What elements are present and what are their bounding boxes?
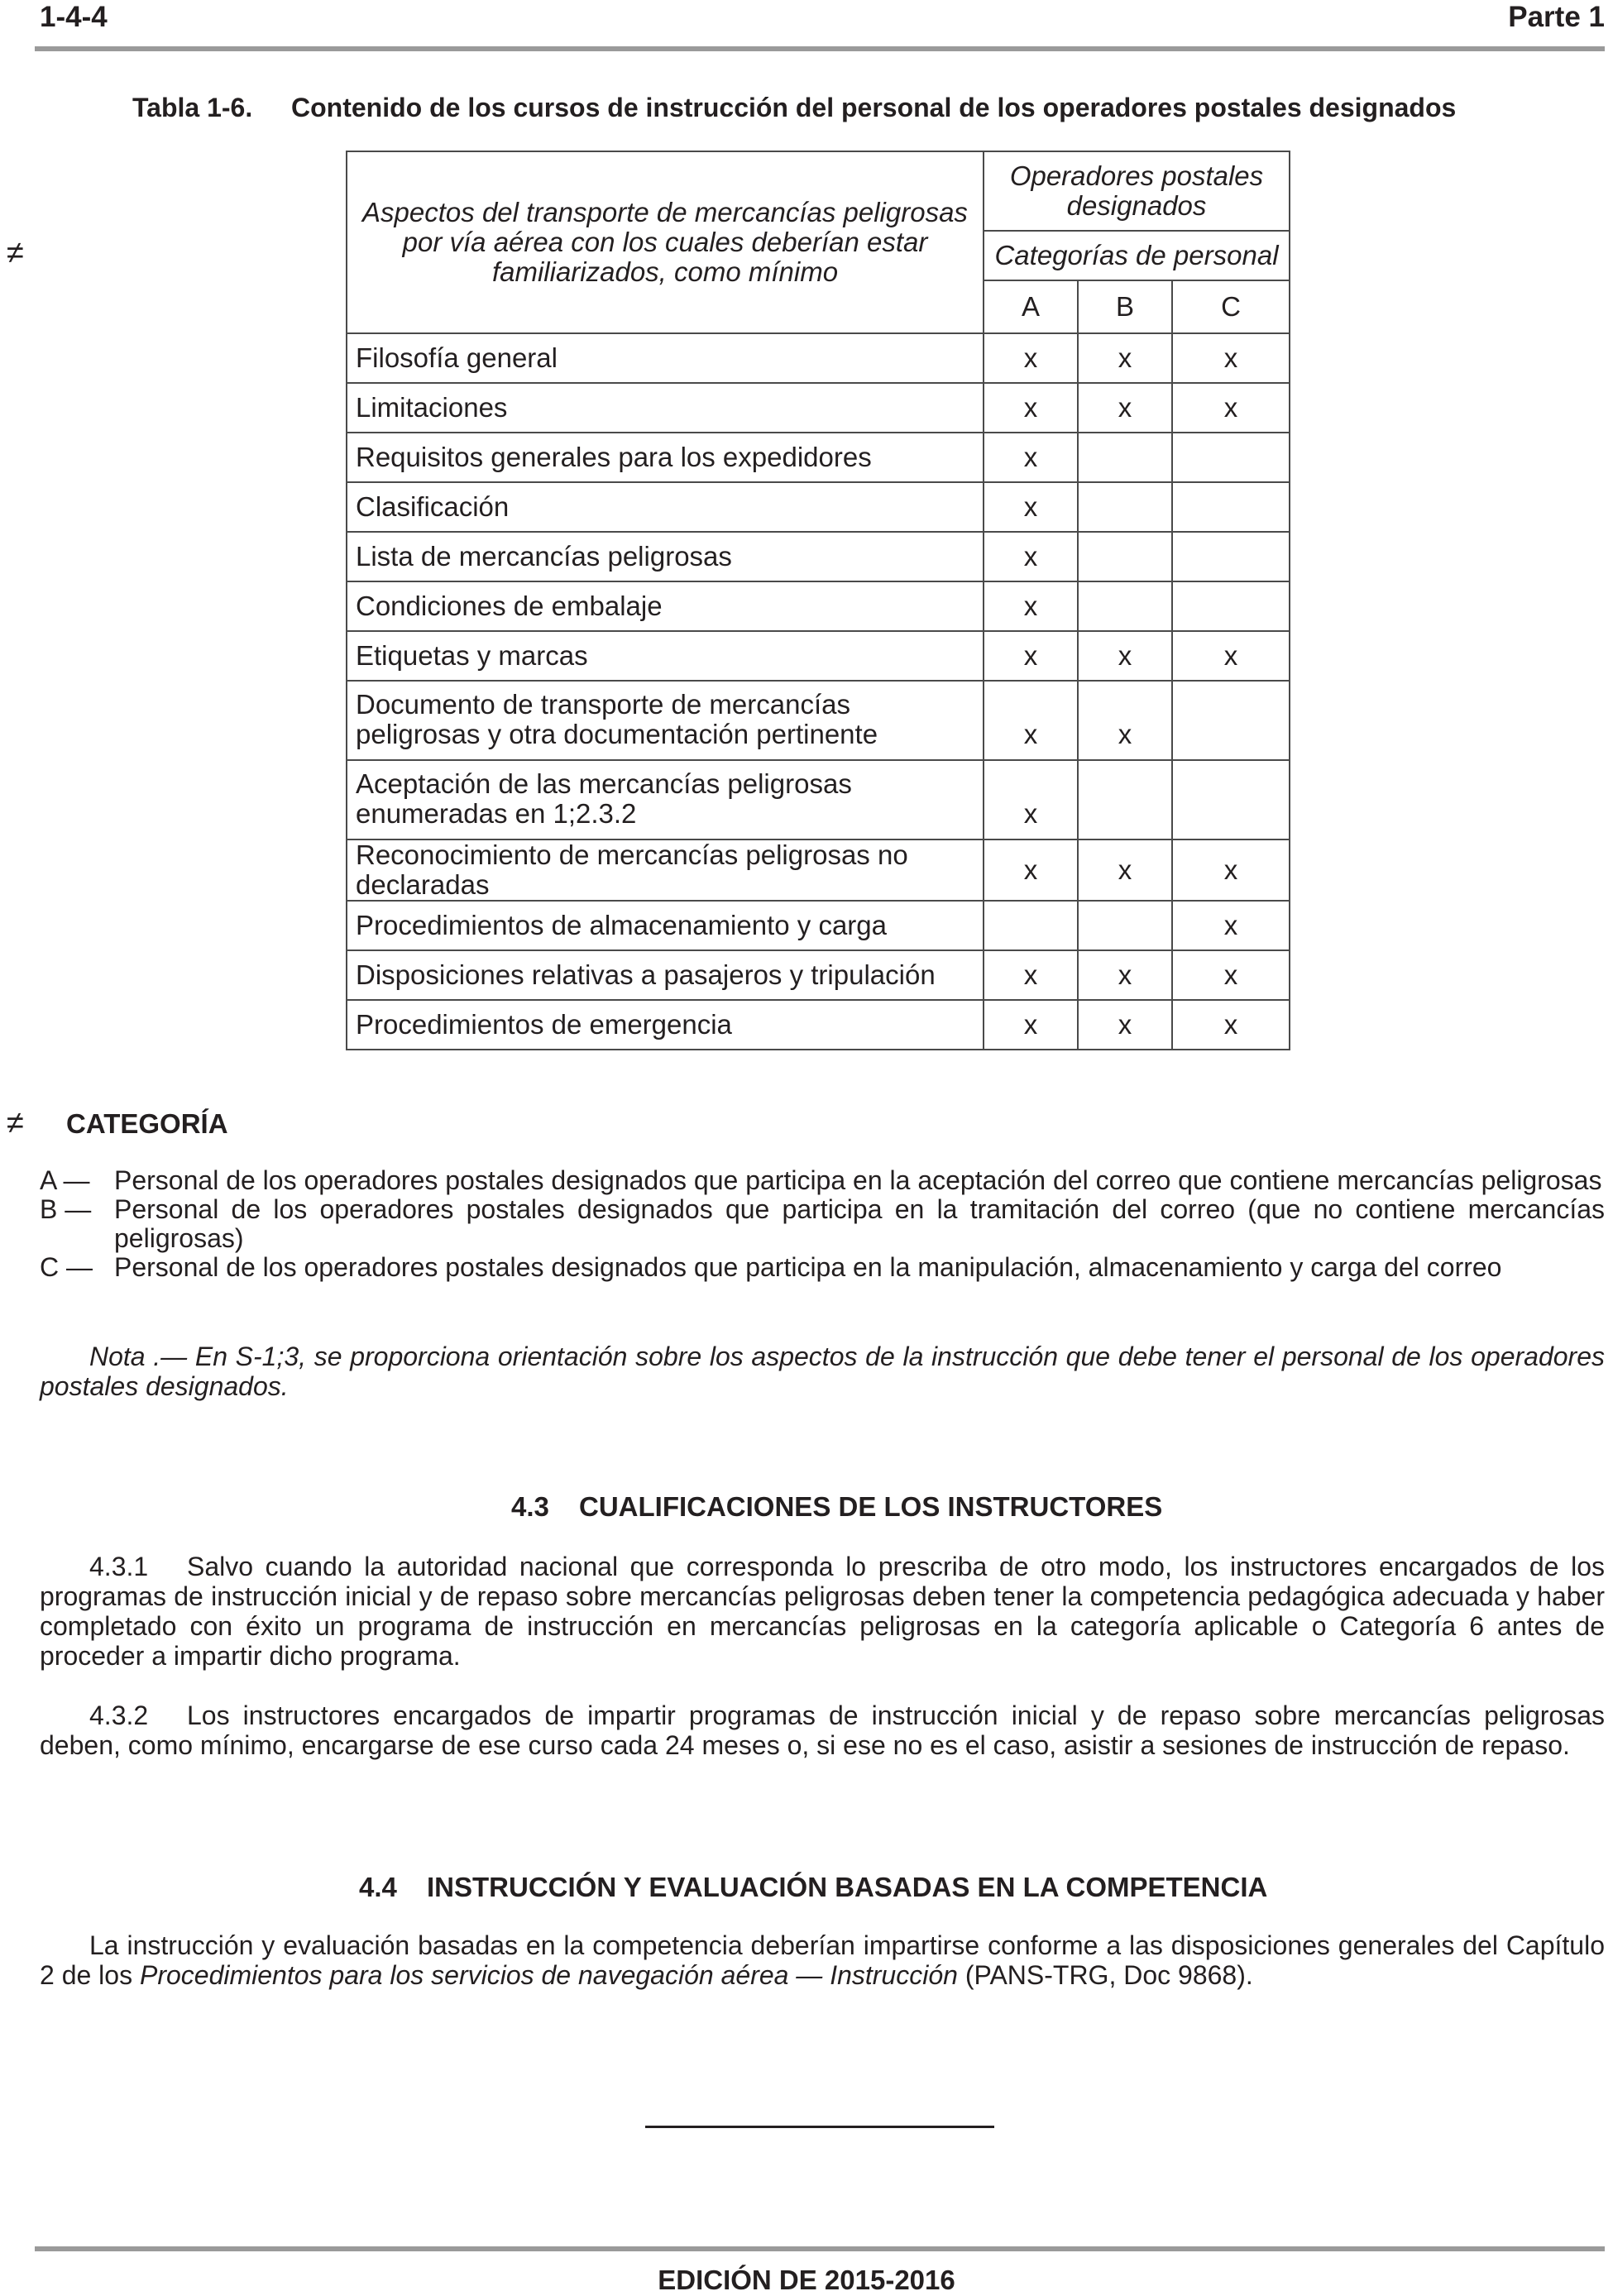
category-b-mark: x bbox=[1078, 839, 1172, 901]
table-row bbox=[347, 839, 1290, 901]
category-b-mark bbox=[1078, 482, 1172, 532]
category-a-mark: x bbox=[984, 839, 1078, 901]
paragraph-4-4 bbox=[40, 1930, 1605, 1990]
table-caption-text: Contenido de los cursos de instrucción del personal de los operadores postales designados bbox=[291, 93, 1457, 122]
table-row bbox=[347, 581, 1290, 631]
category-c-mark: x bbox=[1172, 383, 1290, 433]
header-categories: Categorías de personal bbox=[984, 231, 1290, 280]
category-a-mark: x bbox=[984, 581, 1078, 631]
category-a-mark bbox=[984, 901, 1078, 950]
change-mark: ≠ bbox=[7, 236, 24, 270]
aspect-label: Documento de transporte de mercancías peligrosas y otra documentación pertinente bbox=[347, 681, 984, 760]
table-row bbox=[347, 681, 1290, 760]
table-caption bbox=[132, 89, 1456, 126]
header-aspects: Aspectos del transporte de mercancías peligrosas por vía aérea con los cuales deberían estar familiarizados, como mínimo bbox=[347, 151, 984, 333]
aspect-label: Etiquetas y marcas bbox=[347, 631, 984, 681]
category-b-mark: x bbox=[1078, 383, 1172, 433]
category-c-mark bbox=[1172, 760, 1290, 839]
change-mark: ≠ bbox=[7, 1106, 24, 1141]
footer-rule bbox=[35, 2246, 1605, 2251]
col-header-a: A bbox=[984, 280, 1078, 333]
aspect-label: Reconocimiento de mercancías peligrosas no declaradas bbox=[347, 839, 984, 901]
aspect-label: Lista de mercancías peligrosas bbox=[347, 532, 984, 581]
aspect-label: Filosofía general bbox=[347, 333, 984, 383]
category-c-mark bbox=[1172, 532, 1290, 581]
end-rule bbox=[645, 2126, 994, 2128]
table-row bbox=[347, 333, 1290, 383]
training-content-table bbox=[346, 151, 1290, 1050]
paragraph-text: Los instructores encargados de impartir programas de instrucción inicial y de repaso sobre mercancías peligrosas deben, como mínimo, encargarse de ese curso cada 24 meses o, si ese no es el caso, asistir a sesiones de instrucción de repaso. bbox=[40, 1700, 1605, 1760]
table-row bbox=[347, 950, 1290, 1000]
section-heading-4-4 bbox=[359, 1871, 1267, 1904]
paragraph-text: Salvo cuando la autoridad nacional que corresponda lo prescriba de otro modo, los instructores encargados de los programas de instrucción inicial y de repaso sobre mercancías peligrosas deben tener la competencia pedagógica adecuada y haber completado con éxito un programa de instrucción en mercancías peligrosas en la categoría aplicable o Categoría 6 antes de proceder a impartir dicho programa. bbox=[40, 1552, 1605, 1671]
paragraph-text-end: (PANS-TRG, Doc 9868). bbox=[957, 1960, 1253, 1990]
header-rule bbox=[35, 46, 1605, 51]
table-row bbox=[347, 383, 1290, 433]
aspect-label: Limitaciones bbox=[347, 383, 984, 433]
category-c-mark bbox=[1172, 482, 1290, 532]
category-b-mark: x bbox=[1078, 950, 1172, 1000]
section-number: 4.3 bbox=[511, 1491, 549, 1522]
category-c-mark: x bbox=[1172, 631, 1290, 681]
table-row bbox=[347, 901, 1290, 950]
aspect-label: Procedimientos de emergencia bbox=[347, 1000, 984, 1050]
category-a-mark: x bbox=[984, 383, 1078, 433]
category-b-mark bbox=[1078, 532, 1172, 581]
category-a-mark: x bbox=[984, 482, 1078, 532]
category-a-mark: x bbox=[984, 950, 1078, 1000]
category-b-mark bbox=[1078, 760, 1172, 839]
col-header-b: B bbox=[1078, 280, 1172, 333]
category-c-mark: x bbox=[1172, 839, 1290, 901]
category-definitions bbox=[40, 1166, 1605, 1282]
category-definition bbox=[40, 1166, 1605, 1195]
page-number: 1-4-4 bbox=[40, 1, 108, 33]
document-title: Procedimientos para los servicios de navegación aérea — Instrucción bbox=[139, 1960, 958, 1990]
category-b-mark bbox=[1078, 901, 1172, 950]
category-a-mark: x bbox=[984, 631, 1078, 681]
aspect-label: Disposiciones relativas a pasajeros y tripulación bbox=[347, 950, 984, 1000]
category-text: Personal de los operadores postales designados que participa en la manipulación, almacenamiento y carga del correo bbox=[114, 1252, 1502, 1282]
category-key: B — bbox=[40, 1194, 92, 1224]
table-row bbox=[347, 433, 1290, 482]
category-a-mark: x bbox=[984, 333, 1078, 383]
category-key: A — bbox=[40, 1165, 90, 1195]
aspect-label: Clasificación bbox=[347, 482, 984, 532]
aspect-label: Requisitos generales para los expedidores bbox=[347, 433, 984, 482]
category-c-mark: x bbox=[1172, 901, 1290, 950]
note: Nota .— En S-1;3, se proporciona orientación sobre los aspectos de la instrucción que debe tener el personal de los operadores postales designados. bbox=[40, 1342, 1605, 1401]
category-definition bbox=[40, 1253, 1605, 1282]
category-c-mark bbox=[1172, 581, 1290, 631]
paragraph-4-3-2 bbox=[40, 1700, 1605, 1760]
category-b-mark: x bbox=[1078, 1000, 1172, 1050]
category-definition bbox=[40, 1195, 1605, 1253]
section-title: INSTRUCCIÓN Y EVALUACIÓN BASADAS EN LA COMPETENCIA bbox=[427, 1872, 1268, 1902]
table-row bbox=[347, 631, 1290, 681]
table-row bbox=[347, 532, 1290, 581]
category-b-mark: x bbox=[1078, 681, 1172, 760]
paragraph-4-3-1 bbox=[40, 1552, 1605, 1671]
section-heading-4-3 bbox=[511, 1490, 1162, 1523]
category-b-mark: x bbox=[1078, 631, 1172, 681]
aspect-label: Procedimientos de almacenamiento y carga bbox=[347, 901, 984, 950]
table-row bbox=[347, 760, 1290, 839]
table-caption-number: Tabla 1-6. bbox=[132, 93, 253, 122]
category-c-mark: x bbox=[1172, 333, 1290, 383]
category-a-mark: x bbox=[984, 1000, 1078, 1050]
category-text: Personal de los operadores postales designados que participa en la aceptación del correo que contiene mercancías peligrosas bbox=[114, 1165, 1602, 1195]
category-b-mark bbox=[1078, 581, 1172, 631]
category-c-mark: x bbox=[1172, 1000, 1290, 1050]
section-number: 4.4 bbox=[359, 1872, 397, 1902]
category-a-mark: x bbox=[984, 433, 1078, 482]
category-a-mark: x bbox=[984, 532, 1078, 581]
aspect-label: Condiciones de embalaje bbox=[347, 581, 984, 631]
table-row bbox=[347, 1000, 1290, 1050]
paragraph-number: 4.3.1 bbox=[89, 1552, 149, 1581]
category-text: Personal de los operadores postales designados que participa en la tramitación del correo (que no contiene mercancías peligrosas) bbox=[114, 1194, 1605, 1253]
table-row bbox=[347, 482, 1290, 532]
paragraph-number: 4.3.2 bbox=[89, 1700, 149, 1730]
category-heading: CATEGORÍA bbox=[66, 1108, 228, 1139]
part-label: Parte 1 bbox=[1508, 1, 1605, 33]
category-b-mark bbox=[1078, 433, 1172, 482]
category-b-mark: x bbox=[1078, 333, 1172, 383]
category-c-mark bbox=[1172, 681, 1290, 760]
edition-footer: EDICIÓN DE 2015-2016 bbox=[658, 2265, 955, 2295]
aspect-label: Aceptación de las mercancías peligrosas enumeradas en 1;2.3.2 bbox=[347, 760, 984, 839]
header-operators: Operadores postales designados bbox=[984, 151, 1290, 231]
category-a-mark: x bbox=[984, 681, 1078, 760]
paragraph-text: La instrucción y evaluación basadas en la competencia deberían impartirse conforme a las disposiciones generales del Capítulo 2 de los bbox=[40, 1930, 1605, 1990]
col-header-c: C bbox=[1172, 280, 1290, 333]
category-c-mark bbox=[1172, 433, 1290, 482]
category-a-mark: x bbox=[984, 760, 1078, 839]
category-c-mark: x bbox=[1172, 950, 1290, 1000]
section-title: CUALIFICACIONES DE LOS INSTRUCTORES bbox=[579, 1491, 1163, 1522]
category-key: C — bbox=[40, 1252, 93, 1282]
